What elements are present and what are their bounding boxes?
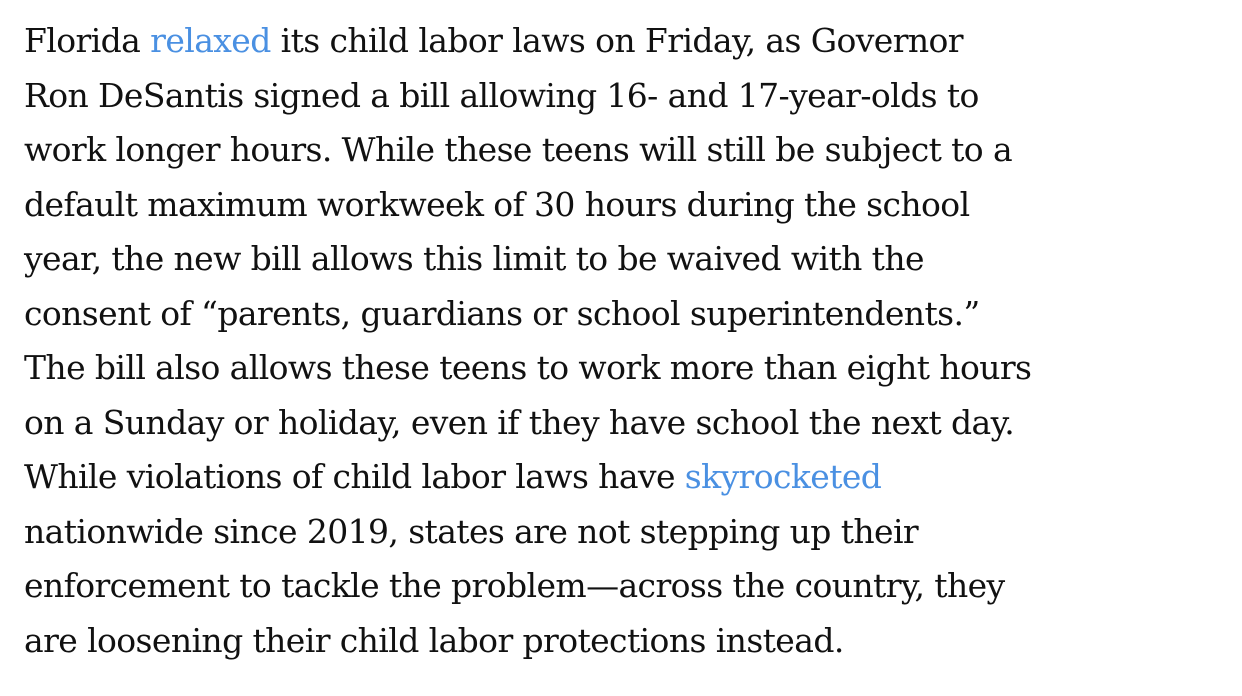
text-line: are loosening their child labor protections instead. bbox=[24, 620, 844, 660]
article-paragraph bbox=[24, 14, 1238, 668]
text-line: enforcement to tackle the problem—across the country, they bbox=[24, 566, 1005, 605]
text-line: Ron DeSantis signed a bill allowing 16- and 17-year-olds to bbox=[24, 75, 979, 115]
text-line bbox=[24, 450, 1238, 505]
text-line: year, the new bill allows this limit to be waived with the bbox=[24, 239, 924, 278]
skyrocketed-link[interactable]: skyrocketed bbox=[684, 457, 882, 496]
text-segment: While violations of child labor laws have bbox=[24, 457, 685, 496]
text-line: default maximum workweek of 30 hours during the school bbox=[24, 184, 970, 224]
text-line: on a Sunday or holiday, even if they have school the next day. bbox=[24, 402, 1015, 442]
text-segment: Florida bbox=[24, 21, 151, 60]
text-line: nationwide since 2019, states are not stepping up their bbox=[24, 511, 919, 551]
relaxed-link[interactable]: relaxed bbox=[150, 21, 271, 60]
text-line bbox=[24, 14, 1238, 69]
text-line: work longer hours. While these teens will still be subject to a bbox=[24, 130, 1013, 169]
text-line: The bill also allows these teens to work more than eight hours bbox=[24, 348, 1032, 387]
text-segment: its child labor laws on Friday, as Governor bbox=[270, 21, 963, 60]
text-line: consent of “parents, guardians or school superintendents.” bbox=[24, 293, 980, 333]
